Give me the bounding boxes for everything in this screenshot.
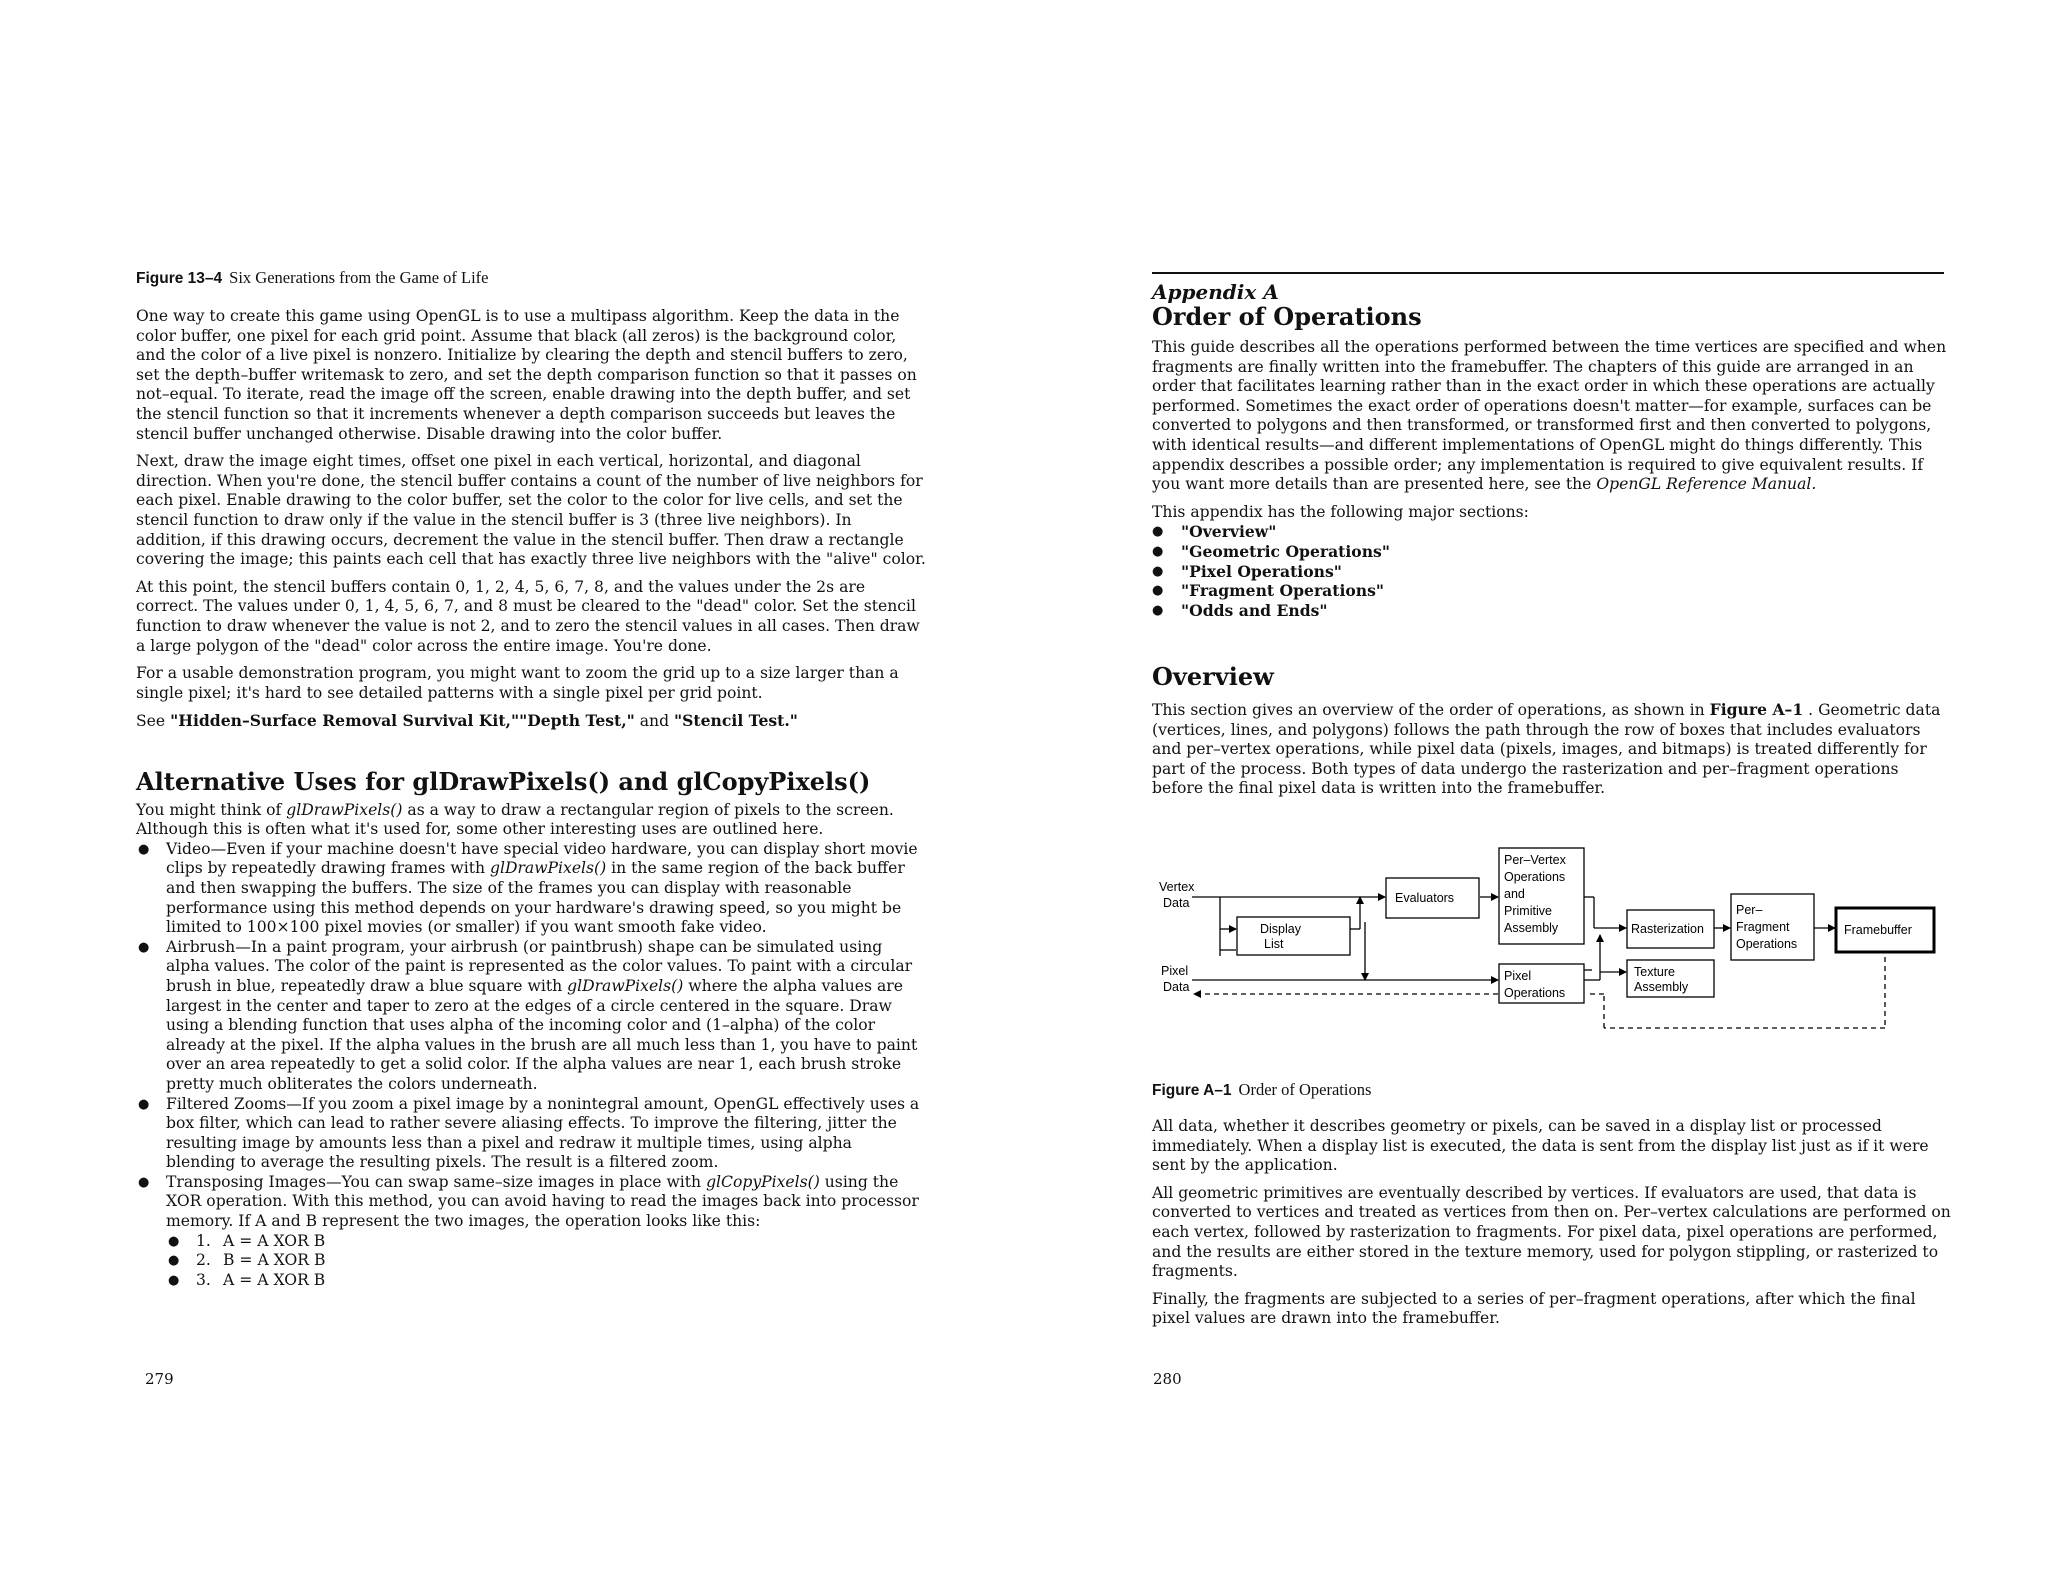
paragraph: For a usable demonstration program, you might want to zoom the grid up to a size larger than a single pixel; it's hard to see detailed patterns with a single pixel per grid point. — [136, 664, 899, 702]
diagram-label: Per–Vertex — [1504, 853, 1566, 867]
diagram-label: Per– — [1736, 903, 1763, 917]
appendix-label: Appendix A — [1152, 280, 1279, 304]
section-heading: Alternative Uses for glDrawPixels() and glCopyPixels() — [136, 767, 871, 796]
list-item: ● Filtered Zooms—If you zoom a pixel image by a nonintegral amount, OpenGL effectively uses a box filter, which can lead to rather severe aliasing effects. To improve the filtering, jitter the resulting image by amounts less than a pixel and redraw it multiple times, using alpha blending to average the resulting pixels. The result is a filtered zoom. — [136, 1095, 926, 1173]
step-item: ● 2. B = A XOR B — [166, 1251, 926, 1271]
paragraph: All data, whether it describes geometry or pixels, can be saved in a display list or processed immediately. When a display list is executed, the data is sent from the display list just as if it were sent by the application. — [1152, 1117, 1929, 1175]
link-depth-test[interactable]: "Depth Test," — [519, 711, 635, 731]
diagram-label: Operations — [1736, 937, 1798, 951]
uses-list — [136, 840, 926, 1291]
diagram-label: Assembly — [1634, 980, 1689, 994]
paragraph: Next, draw the image eight times, offset one pixel in each vertical, horizontal, and diagonal direction. When you're done, the stencil buffer contains a count of the number of live neighbors for each pixel. Enable drawing to the color buffer, set the color to the color for live cells, and set the stencil function to draw only if the value in the stencil buffer is 3 (three live neighbors). In addition, if this drawing occurs, decrement the value in the stencil buffer. Then draw a rectangle covering the image; this paints each cell that has exactly three live neighbors with the "alive" color. — [136, 452, 926, 569]
function-name: glDrawPixels() — [286, 800, 403, 819]
xor-steps — [166, 1232, 926, 1291]
header-rule — [1152, 272, 1944, 274]
diagram-label: List — [1264, 937, 1284, 951]
paragraph: This guide describes all the operations performed between the time vertices are specified and when fragments are finally written into the framebuffer. The chapters of this guide are arranged in an order that facilitates learning rather than in the exact order in which these operations are actually performed. Sometimes the exact order of operations doesn't matter—for example, surfaces can be converted to polygons and then transformed, or transformed first and then converted to polygons, with identical results—and different implementations of OpenGL might do things differently. This appendix describes a possible order; any implementation is required to give equivalent results. If you want more details than are presented here, see the OpenGL Reference Manual. — [1152, 338, 1947, 494]
right-intro — [1152, 338, 1952, 620]
paragraph: Finally, the fragments are subjected to a series of per–fragment operations, after which the final pixel values are drawn into the framebuffer. — [1152, 1289, 1916, 1328]
section-heading: Overview — [1152, 662, 1274, 691]
left-body — [136, 307, 926, 740]
page-number: 279 — [145, 1370, 174, 1388]
paragraph: One way to create this game using OpenGL is to use a multipass algorithm. Keep the data in the color buffer, one pixel for each grid point. Assume that black (all zeros) is the background color, and the color of a live pixel is nonzero. Initialize by clearing the depth and stencil buffers to zero, set the depth–buffer writemask to zero, and set the depth comparison function so that it passes on not–equal. To iterate, read the image off the screen, enable drawing into the depth buffer, and set the stencil function so that it increments whenever a depth comparison succeeds but leaves the stencil buffer unchanged otherwise. Disable drawing into the color buffer. — [136, 307, 917, 443]
see-also-line: See "Hidden–Surface Removal Survival Kit,""Depth Test," and "Stencil Test." — [136, 711, 798, 731]
diagram-label: Fragment — [1736, 920, 1790, 934]
alt-uses-section — [136, 767, 926, 1290]
diagram-label: Operations — [1504, 986, 1566, 1000]
list-item: ● Airbrush—In a paint program, your airbrush (or paintbrush) shape can be simulated using alpha values. The color of the paint is represented as the color values. To paint with a circular brush in blue, repeatedly draw a blue square with glDrawPixels() where the alpha values are largest in the center and taper to zero at the edges of a circle centered in the square. Draw using a blending function that uses alpha of the incoming color and (1–alpha) of the color already at the pixel. If the alpha values in the brush are all much less than 1, you have to paint over an area repeatedly to get a solid color. If the alpha values are near 1, each brush stroke pretty much obliterates the colors underneath. — [136, 938, 926, 1095]
section-link-odds[interactable]: ● "Odds and Ends" — [1152, 601, 1952, 621]
diagram-label: Primitive — [1504, 904, 1552, 918]
paragraph: This appendix has the following major sections: — [1152, 502, 1529, 521]
page-title: Order of Operations — [1152, 302, 1422, 331]
paragraph: This section gives an overview of the order of operations, as shown in Figure A–1 . Geometric data (vertices, lines, and polygons) follows the path through the row of boxes that includes evaluators and per–vertex operations, while pixel data (pixels, images, and bitmaps) is treated differently for part of the process. Both types of data undergo the rasterization and per–fragment operations before the final pixel data is written into the framebuffer. — [1152, 700, 1941, 798]
diagram-label: Data — [1163, 980, 1190, 994]
figure-caption-13-4 — [136, 268, 489, 288]
overview-body — [1152, 700, 1952, 807]
diagram-label: Assembly — [1504, 921, 1559, 935]
figure-caption-title: Six Generations from the Game of Life — [229, 268, 489, 287]
right-page — [1024, 0, 2048, 1582]
list-item: ● Video—Even if your machine doesn't have special video hardware, you can display short movie clips by repeatedly drawing frames with glDrawPixels() in the same region of the back buffer and then swapping the buffers. The size of the frames you can display with reasonable performance using this method depends on your hardware's drawing speed, so you might be limited to 100×100 pixel movies (or smaller) if you want smooth fake video. — [136, 840, 926, 938]
page-number: 280 — [1153, 1370, 1182, 1388]
figure-caption-label: Figure A–1 — [1152, 1082, 1232, 1099]
paragraph: You might think of glDrawPixels() as a way to draw a rectangular region of pixels to the screen. Although this is often what it's used for, some other interesting uses are outlined here. — [136, 800, 894, 839]
step-item: ● 1. A = A XOR B — [166, 1232, 926, 1252]
diagram-label: Pixel — [1504, 969, 1532, 983]
section-link-pixel[interactable]: ● "Pixel Operations" — [1152, 562, 1952, 582]
diagram-label: Framebuffer — [1844, 923, 1912, 937]
reference-manual: OpenGL Reference Manual. — [1596, 475, 1817, 494]
diagram-label: Evaluators — [1395, 891, 1455, 905]
figure-caption-title: Order of Operations — [1238, 1080, 1372, 1099]
sections-list — [1152, 522, 1952, 620]
diagram-label: Pixel — [1161, 964, 1189, 978]
figure-reference[interactable]: Figure A–1 — [1709, 700, 1804, 719]
paragraph: All geometric primitives are eventually described by vertices. If evaluators are used, that data is converted to vertices and treated as vertices from then on. Per–vertex calculations are performed on each vertex, followed by rasterization to fragments. For pixel data, pixel operations are performed, and the results are either stored in the texture memory, used for polygon stippling, or rasterized to fragments. — [1152, 1183, 1951, 1281]
figure-caption-label: Figure 13–4 — [136, 270, 223, 287]
order-of-operations-diagram — [1152, 840, 1952, 1040]
list-item: ● Transposing Images—You can swap same–size images in place with glCopyPixels() using the XOR operation. With this method, you can avoid having to read the images back into processor memory. If A and B represent the two images, the operation looks like this: ● 1. A = A XOR B ● 2. B = A XOR B ● 3. A = A XOR B — [136, 1173, 926, 1291]
diagram-label: Vertex — [1159, 880, 1195, 894]
diagram-label: Data — [1163, 896, 1190, 910]
section-link-fragment[interactable]: ● "Fragment Operations" — [1152, 581, 1952, 601]
step-item: ● 3. A = A XOR B — [166, 1271, 926, 1291]
link-hidden-surface[interactable]: "Hidden–Surface Removal Survival Kit," — [170, 711, 520, 731]
diagram-label: and — [1504, 887, 1525, 901]
right-body — [1152, 1117, 1952, 1337]
paragraph: At this point, the stencil buffers contain 0, 1, 2, 4, 5, 6, 7, 8, and the values under the 2s are correct. The values under 0, 1, 4, 5, 6, 7, and 8 must be cleared to the "dead" color. Set the stencil function to draw whenever the value is not 2, and to zero the stencil values in all cases. Then draw a large polygon of the "dead" color across the entire image. You're done. — [136, 577, 920, 655]
figure-caption-a-1 — [1152, 1080, 1371, 1100]
diagram-label: Rasterization — [1631, 922, 1704, 936]
section-link-geometric[interactable]: ● "Geometric Operations" — [1152, 542, 1952, 562]
section-link-overview[interactable]: ● "Overview" — [1152, 522, 1952, 542]
diagram-label: Texture — [1634, 965, 1675, 979]
diagram-label: Display — [1260, 922, 1301, 936]
diagram-label: Operations — [1504, 870, 1566, 884]
link-stencil-test[interactable]: "Stencil Test." — [674, 711, 798, 731]
